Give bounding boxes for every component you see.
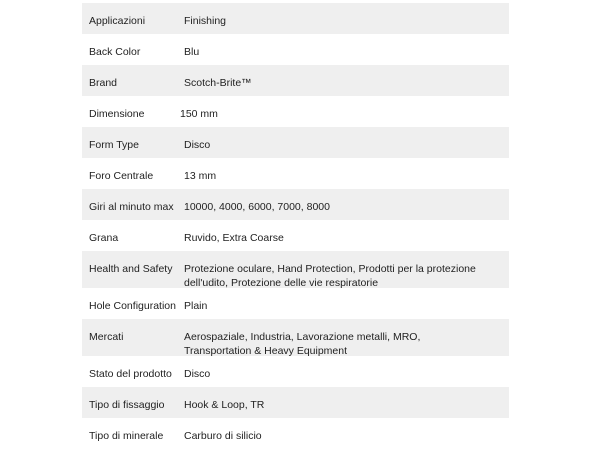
spec-value: Disco [184,139,211,151]
spec-row [82,3,509,34]
spec-value: Carburo di silicio [184,430,262,442]
spec-label: Foro Centrale [89,170,154,182]
spec-row [82,356,509,387]
spec-label: Form Type [89,139,139,151]
spec-row [82,387,509,418]
spec-row [82,319,509,356]
spec-label: Tipo di fissaggio [89,399,165,411]
spec-value: 150 mm [180,108,218,120]
spec-label: Stato del prodotto [89,368,172,380]
spec-row [82,34,509,65]
spec-value: Aerospaziale, Industria, Lavorazione metalli, MRO, Transportation & Heavy Equipment [184,331,421,357]
spec-value: Hook & Loop, TR [184,399,265,411]
spec-value: Scotch-Brite™ [184,77,252,89]
spec-value: Blu [184,46,200,58]
spec-label: Health and Safety [89,263,173,275]
spec-label: Mercati [89,331,124,343]
spec-value: 13 mm [184,170,217,182]
spec-label: Applicazioni [89,15,146,27]
spec-row [82,127,509,158]
spec-row [82,220,509,251]
spec-row [82,251,509,288]
spec-row [82,96,509,127]
spec-row [82,189,509,220]
spec-label: Back Color [89,46,141,58]
spec-value: Protezione oculare, Hand Protection, Prodotti per la protezione dell'udito, Protezione delle vie respiratorie [184,263,476,289]
spec-label: Dimensione [89,108,145,120]
spec-label: Tipo di minerale [89,430,164,442]
spec-label: Hole Configuration [89,300,176,312]
spec-value: Finishing [184,15,227,27]
spec-label: Giri al minuto max [89,201,174,213]
spec-row [82,288,509,319]
spec-value: Disco [184,368,211,380]
spec-row [82,418,509,449]
spec-label: Grana [89,232,119,244]
spec-table [82,3,509,449]
spec-value: 10000, 4000, 6000, 7000, 8000 [184,201,330,213]
spec-row [82,158,509,189]
spec-value: Plain [184,300,208,312]
spec-value: Ruvido, Extra Coarse [184,232,284,244]
spec-row [82,65,509,96]
spec-label: Brand [89,77,118,89]
